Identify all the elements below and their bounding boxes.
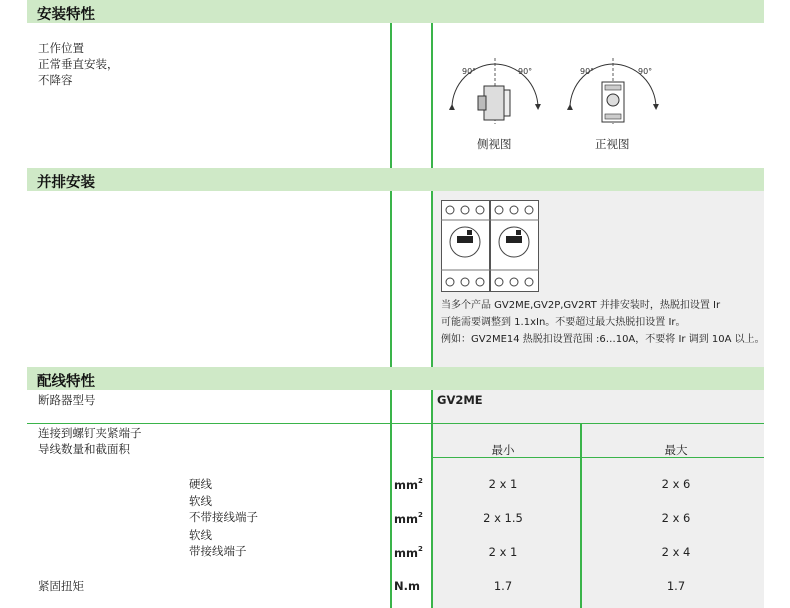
svg-text:90°: 90° <box>638 67 653 76</box>
svg-text:90°: 90° <box>462 67 477 76</box>
svg-text:90°: 90° <box>518 67 533 76</box>
side-by-side-breakers-diagram <box>441 200 539 292</box>
column-header-max: 最大 <box>664 443 688 457</box>
row-label-flexible-no-ferrule: 软线 不带接线端子 <box>189 494 258 524</box>
unit-mm2: $mm^2$ <box>394 511 423 526</box>
row-label-solid: 硬线 <box>189 477 212 491</box>
torque-max: 1.7 <box>666 579 686 593</box>
divider <box>390 23 392 168</box>
breaker-model-value: GV2ME <box>437 393 483 407</box>
cell-max: 2 x 6 <box>661 511 691 525</box>
divider <box>431 23 433 168</box>
cell-max: 2 x 4 <box>661 545 691 559</box>
side-by-side-note: 当多个产品 GV2ME,GV2P,GV2RT 并排安装时，热脱扣设置 Ir 可能需要调整到 1.1xIn。不要超过最大热脱扣设置 Ir。 例如：GV2ME14 热脱扣设置范围 :6…10A，不要将 Ir 调到 10A 以上。 <box>441 300 765 345</box>
conductor-label: 连接到螺钉夹紧端子 导线数量和截面积 <box>38 426 142 456</box>
side-view-diagram <box>440 52 550 132</box>
svg-text:90°: 90° <box>580 67 595 76</box>
mounting-position-label: 工作位置 正常垂直安装， 不降容 <box>38 41 119 87</box>
row-separator <box>27 423 764 424</box>
torque-min: 1.7 <box>493 579 513 593</box>
cell-min: 2 x 1 <box>488 545 518 559</box>
front-view-diagram <box>560 52 670 132</box>
side-view-caption: 侧视图 <box>477 137 512 151</box>
row-label-flexible-with-ferrule: 软线 带接线端子 <box>189 528 247 558</box>
front-view-caption: 正视图 <box>595 137 630 151</box>
torque-label: 紧固扭矩 <box>38 579 84 593</box>
cell-min: 2 x 1 <box>488 477 518 491</box>
section-header-side-by-side <box>27 168 764 191</box>
breaker-model-label: 断路器型号 <box>38 393 96 407</box>
divider <box>431 191 433 367</box>
unit-mm2: $mm^2$ <box>394 477 423 492</box>
section-title-mounting: 安装特性 <box>37 7 95 23</box>
column-header-min: 最小 <box>491 443 515 457</box>
unit-mm2: $mm^2$ <box>394 545 423 560</box>
divider <box>580 424 582 608</box>
divider <box>390 191 392 367</box>
section-header-wiring <box>27 367 764 390</box>
section-title-side-by-side: 并排安装 <box>37 175 95 191</box>
cell-max: 2 x 6 <box>661 477 691 491</box>
section-header-mounting <box>27 0 764 23</box>
torque-unit: N.m <box>394 579 420 593</box>
section-title-wiring: 配线特性 <box>37 374 95 390</box>
cell-min: 2 x 1.5 <box>483 511 523 525</box>
